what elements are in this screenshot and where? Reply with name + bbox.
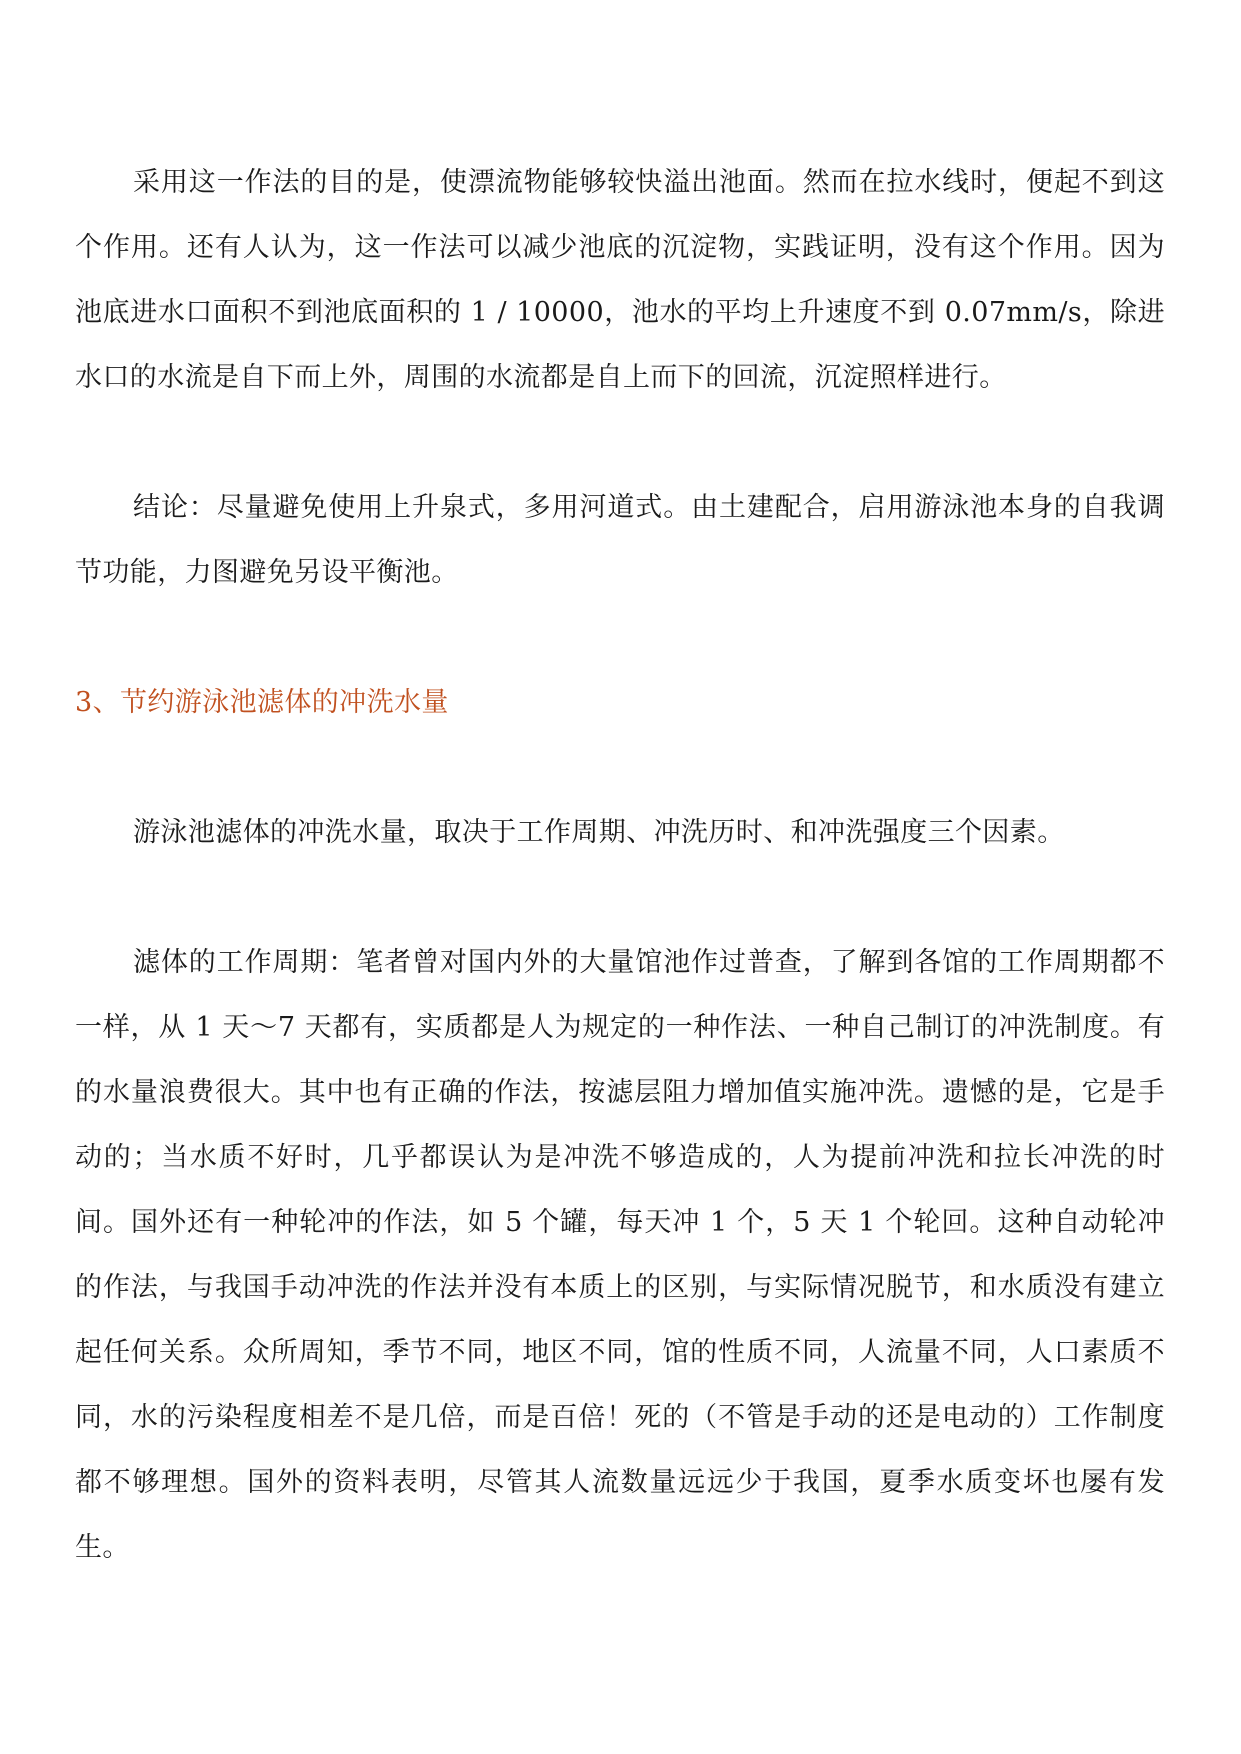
paragraph-inlet-purpose: 采用这一作法的目的是，使漂流物能够较快溢出池面。然而在拉水线时，便起不到这个作用。还有人认为，这一作法可以减少池底的沉淀物，实践证明，没有这个作用。因为池底进水口面积不到池底面积的 1 / 10000，池水的平均上升速度不到 0.07mm/s，除进水口的水流是自下而上外，周围的水流都是自上而下的回流，沉淀照样进行。: [75, 167, 1165, 393]
paragraph-work-cycle: 滤体的工作周期：笔者曾对国内外的大量馆池作过普查，了解到各馆的工作周期都不一样，从 1 天～7 天都有，实质都是人为规定的一种作法、一种自己制订的冲洗制度。有的水量浪费很大。其中也有正确的作法，按滤层阻力增加值实施冲洗。遗憾的是，它是手动的；当水质不好时，几乎都误认为是冲洗不够造成的，人为提前冲洗和拉长冲洗的时间。国外还有一种轮冲的作法，如 5 个罐，每天冲 1 个，5 天 1 个轮回。这种自动轮冲的作法，与我国手动冲洗的作法并没有本质上的区别，与实际情况脱节，和水质没有建立起任何关系。众所周知，季节不同，地区不同，馆的性质不同，人流量不同，人口素质不同，水的污染程度相差不是几倍，而是百倍！死的（不管是手动的还是电动的）工作制度都不够理想。国外的资料表明，尽管其人流数量远远少于我国，夏季水质变坏也屡有发生。: [75, 947, 1165, 1563]
paragraph-wash-factors: 游泳池滤体的冲洗水量，取决于工作周期、冲洗历时、和冲洗强度三个因素。: [133, 817, 1065, 848]
paragraph-conclusion: 结论：尽量避免使用上升泉式，多用河道式。由土建配合，启用游泳池本身的自我调节功能，力图避免另设平衡池。: [75, 492, 1165, 588]
section-heading: 3、节约游泳池滤体的冲洗水量: [75, 687, 449, 718]
